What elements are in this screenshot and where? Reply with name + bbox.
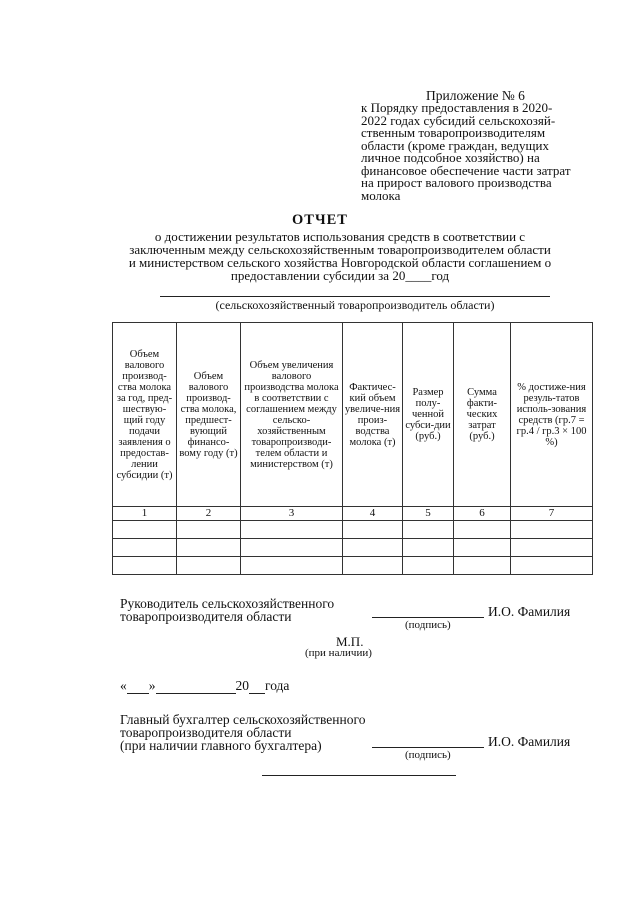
month-blank: [156, 680, 236, 694]
report-description-line: предоставлении субсидии за 20____год: [230, 268, 450, 283]
table-cell: [241, 539, 343, 557]
appendix-line: молока: [361, 187, 401, 203]
year-prefix: 20: [235, 678, 249, 693]
producer-caption: (сельскохозяйственный товаропроизводитель области): [215, 298, 495, 312]
table-cell: [177, 539, 241, 557]
appendix-description: [361, 102, 611, 202]
report-description: [80, 230, 600, 282]
report-description-line: и министерством сельского хозяйства Новгородской области соглашением о: [128, 255, 552, 270]
accountant-signature-line: [372, 747, 484, 748]
year-suffix: года: [265, 678, 290, 693]
head-label-line: товаропроизводителя области: [120, 609, 292, 624]
appendix-line: личное подсобное хозяйство) на: [361, 150, 540, 165]
appendix-line: 2022 годах субсидий сельскохозяй-: [361, 112, 556, 128]
column-number: 3: [241, 507, 343, 521]
day-blank: [127, 680, 149, 694]
date-open-quote: «: [120, 678, 127, 693]
date-line: [120, 678, 289, 694]
table-cell: [454, 539, 511, 557]
table-cell: [454, 557, 511, 575]
stamp-label: М.П.: [336, 634, 364, 649]
table-cell: [241, 521, 343, 539]
table-cell: [403, 539, 454, 557]
table-cell: [177, 521, 241, 539]
column-number: 4: [343, 507, 403, 521]
table-cell: [113, 539, 177, 557]
accountant-name: И.О. Фамилия: [488, 734, 571, 749]
report-description-line: заключенным между сельскохозяйственным товаропроизводителем области: [129, 242, 551, 257]
producer-name-line: [160, 296, 550, 297]
column-header: Фактичес-кий объем увеличе-ния произ-водства молока (т): [343, 323, 403, 507]
column-number: 7: [511, 507, 593, 521]
stamp-note: (при наличии): [305, 647, 372, 659]
column-numbers-row: [113, 507, 593, 521]
column-number: 2: [177, 507, 241, 521]
table-cell: [511, 539, 593, 557]
table-cell: [403, 521, 454, 539]
head-label-line: Руководитель сельскохозяйственного: [120, 596, 335, 611]
column-header: Размер полу-ченной субси-дии (руб.): [403, 323, 454, 507]
report-table: [112, 322, 593, 575]
table-cell: [343, 521, 403, 539]
table-cell: [241, 557, 343, 575]
accountant-label: [120, 713, 365, 752]
accountant-label-line: Главный бухгалтер сельскохозяйственного: [120, 712, 366, 727]
closing-divider: [262, 775, 456, 776]
appendix-line: финансовое обеспечение части затрат: [361, 162, 571, 178]
table-row: [113, 521, 593, 539]
appendix-title: Приложение № 6: [426, 88, 525, 103]
appendix-line: ственным товаропроизводителям: [361, 125, 546, 140]
accountant-label-line: (при наличии главного бухгалтера): [120, 738, 322, 753]
table-header-row: [113, 323, 593, 507]
table-row: [113, 539, 593, 557]
table-cell: [403, 557, 454, 575]
table-cell: [113, 521, 177, 539]
column-header: Объем валового производ-ства молока, предшест-вующий финансо-вому году (т): [177, 323, 241, 507]
table-cell: [511, 557, 593, 575]
appendix-line: к Порядку предоставления в 2020-: [361, 100, 553, 115]
head-signature-line: [372, 617, 484, 618]
column-number: 6: [454, 507, 511, 521]
column-header: Объем валового производ-ства молока за год, пред-шествую-щий году подачи заявления о предостав-лении субсидии (т): [113, 323, 177, 507]
table-cell: [343, 557, 403, 575]
column-number: 5: [403, 507, 454, 521]
accountant-label-line: товаропроизводителя области: [120, 725, 292, 740]
column-header: % достиже-ния резуль-татов исполь-зования средств (гр.7 = гр.4 / гр.3 × 100 %): [511, 323, 593, 507]
column-number: 1: [113, 507, 177, 521]
table-cell: [511, 521, 593, 539]
appendix-line: области (кроме граждан, ведущих: [361, 137, 550, 153]
table-cell: [177, 557, 241, 575]
report-description-line: о достижении результатов использования средств в соответствии с: [154, 229, 526, 244]
head-signature-caption: (подпись): [405, 619, 451, 631]
head-name: И.О. Фамилия: [488, 604, 571, 619]
date-close-quote: »: [148, 678, 156, 693]
year-blank: [249, 680, 265, 694]
table-cell: [113, 557, 177, 575]
accountant-signature-caption: (подпись): [405, 749, 451, 761]
table-cell: [343, 539, 403, 557]
head-label: [120, 597, 334, 623]
table-row: [113, 557, 593, 575]
report-title: ОТЧЕТ: [292, 212, 348, 228]
column-header: Объем увеличения валового производства молока в соответствии с соглашением между сельско-хозяйственным товаропроизводи-телем области и министерством (т): [241, 323, 343, 507]
column-header: Сумма факти-ческих затрат (руб.): [454, 323, 511, 507]
table-cell: [454, 521, 511, 539]
appendix-line: на прирост валового производства: [361, 175, 552, 190]
